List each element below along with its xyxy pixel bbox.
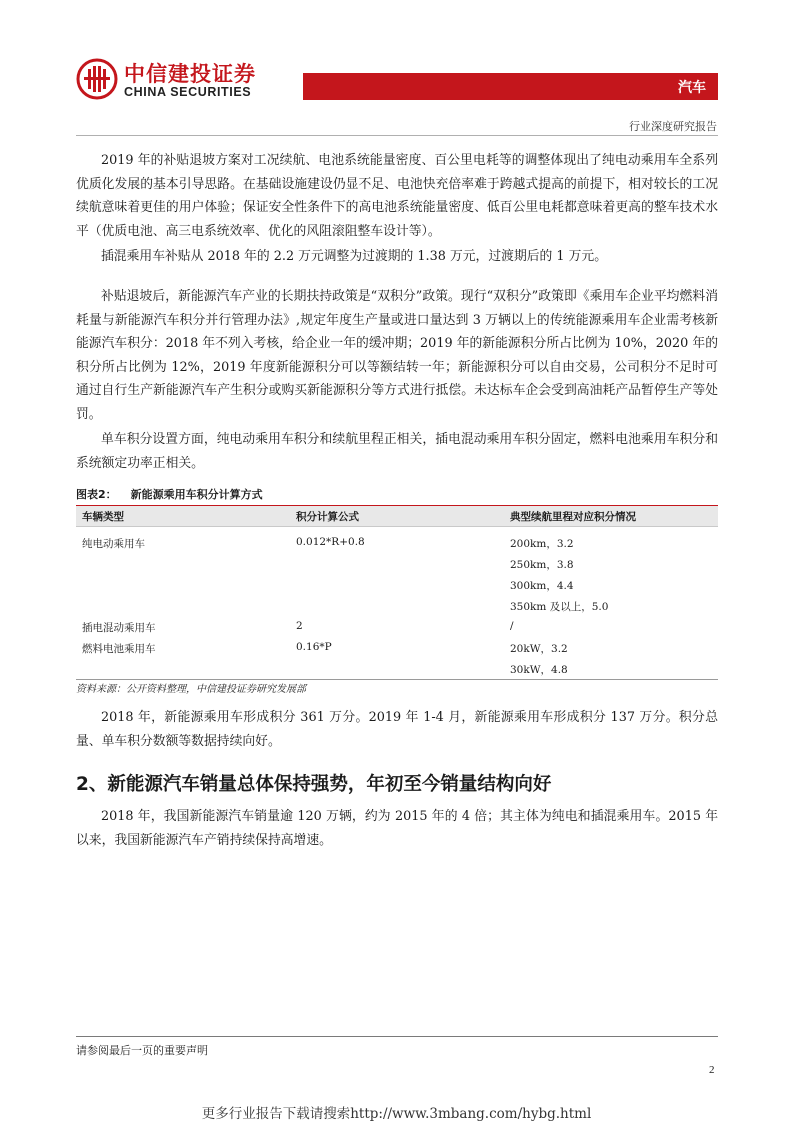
page-number: 2 <box>709 1064 715 1076</box>
table-row <box>76 595 718 616</box>
sector-tag: 汽车 <box>678 80 706 96</box>
cell-formula: 2 <box>296 620 303 632</box>
cell-vehicle: 燃料电池乘用车 <box>82 643 156 655</box>
cell-vehicle: 纯电动乘用车 <box>82 538 145 550</box>
paragraph-phev-subsidy: 插混乘用车补贴从 2018 年的 2.2 万元调整为过渡期的 1.38 万元，过渡期后的 1 万元。 <box>101 249 608 264</box>
table-row <box>76 637 718 658</box>
cell-credit: 200km，3.2 <box>510 538 574 550</box>
cell-credit: 30kW，4.8 <box>510 664 568 676</box>
cell-formula: 0.16*P <box>296 641 332 653</box>
cell-credit: / <box>510 620 514 632</box>
section-heading: 2、新能源汽车销量总体保持强势，年初至今销量结构向好 <box>76 774 552 795</box>
report-type: 行业深度研究报告 <box>629 120 717 133</box>
cell-vehicle: 插电混动乘用车 <box>82 622 156 634</box>
figure-number: 图表2： <box>76 488 117 501</box>
table-row <box>76 616 718 637</box>
figure-source: 资料来源：公开资料整理，中信建投证券研究发展部 <box>76 684 306 695</box>
company-name-en: CHINA SECURITIES <box>124 85 252 99</box>
cell-formula: 0.012*R+0.8 <box>296 536 365 548</box>
header-typical-credit: 典型续航里程对应积分情况 <box>510 511 636 523</box>
paragraph-sales: 2018 年，我国新能源汽车销量逾 120 万辆，约为 2015 年的 4 倍；其主体为纯电和插混乘用车。2015 年以来，我国新能源汽车产销持续保持高增速。 <box>76 809 718 848</box>
cell-credit: 350km 及以上，5.0 <box>510 601 609 613</box>
header-formula: 积分计算公式 <box>296 511 359 523</box>
citic-logo-icon <box>76 58 118 100</box>
figure-caption: 新能源乘用车积分计算方式 <box>130 488 263 501</box>
cell-credit: 250km，3.8 <box>510 559 574 571</box>
cell-credit: 20kW，3.2 <box>510 643 568 655</box>
cell-credit: 300km，4.4 <box>510 580 574 592</box>
table-row <box>76 553 718 574</box>
table-row <box>76 574 718 595</box>
table-row <box>76 658 718 679</box>
table-row <box>76 532 718 553</box>
paragraph-subsidy-plan: 2019 年的补贴退坡方案对工况续航、电池系统能量密度、百公里电耗等的调整体现出了纯电动乘用车全系列优质化发展的基本引导思路。在基础设施建设仍显不足、电池快充倍率难于跨越式提高的前提下，相对较长的工况续航意味着更佳的用户体验；保证安全性条件下的高电池系统能量密度、低百公里电耗都意味着更高的整车技术水平（优质电池、高三电系统效率、优化的风阻滚阻整车设计等）。 <box>76 153 718 239</box>
header-divider <box>76 135 718 136</box>
paragraph-credit-settings: 单车积分设置方面，纯电动乘用车积分和续航里程正相关，插电混动乘用车积分固定，燃料电池乘用车积分和系统额定功率正相关。 <box>76 432 718 471</box>
footer-divider <box>76 1036 718 1037</box>
download-promo-link[interactable]: 更多行业报告下载请搜索http://www.3mbang.com/hybg.html <box>201 1106 592 1122</box>
disclaimer: 请参阅最后一页的重要声明 <box>76 1044 208 1057</box>
figure-title <box>76 486 263 502</box>
sector-banner <box>303 73 718 100</box>
company-name-cn: 中信建投证券 <box>124 62 256 86</box>
credit-table <box>76 505 718 680</box>
table-header <box>76 505 718 527</box>
header-vehicle-type: 车辆类型 <box>82 511 124 523</box>
paragraph-dual-credit: 补贴退坡后，新能源汽车产业的长期扶持政策是“双积分”政策。现行“双积分”政策即《乘用车企业平均燃料消耗量与新能源汽车积分并行管理办法》,规定年度生产量或进口量达到 3 万辆以上的传统能源乘用车企业需考核新能源汽车积分：2018 年不列入考核，给企业一年的缓冲期；2019 年的新能源积分所占比例为 10%，2020 年的积分所占比例为 12%，2019 年度新能源积分可以等额结转一年；新能源积分可以自由交易，公司积分不足时可通过自行生产新能源汽车产生积分或购买新能源积分等方式进行抵偿。未达标车企会受到高油耗产品暂停生产等处罚。 <box>76 289 718 422</box>
paragraph-credit-totals: 2018 年，新能源乘用车形成积分 361 万分。2019 年 1-4 月，新能源乘用车形成积分 137 万分。积分总量、单车积分数额等数据持续向好。 <box>76 710 718 749</box>
